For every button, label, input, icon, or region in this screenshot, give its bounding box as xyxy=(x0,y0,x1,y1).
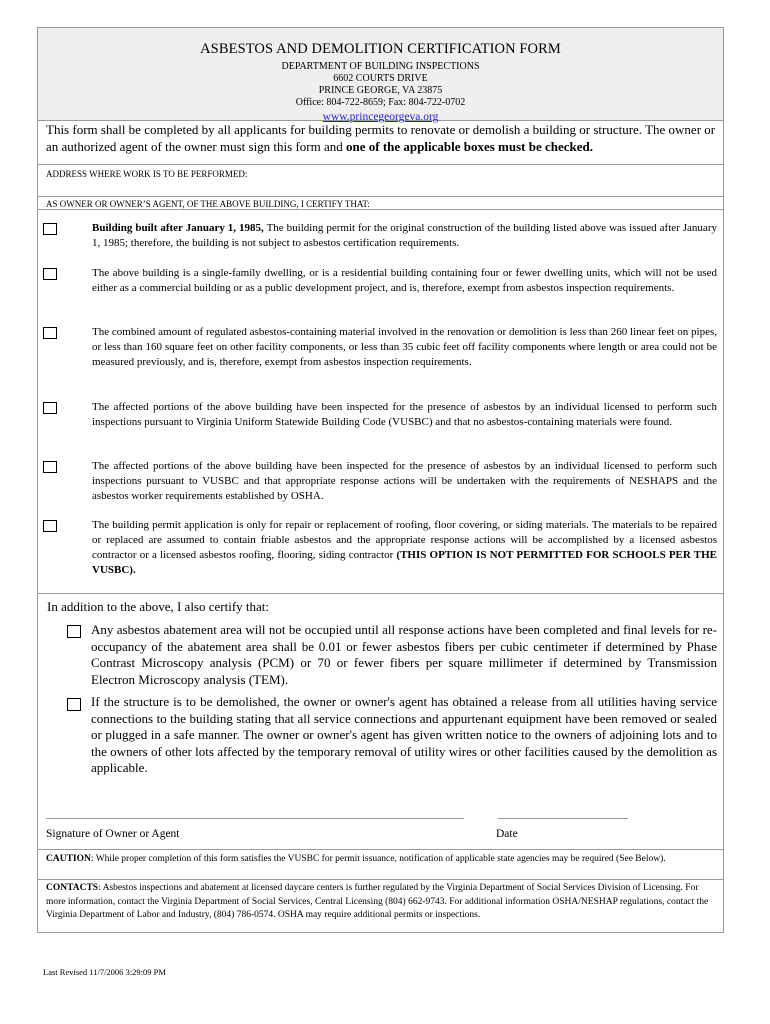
caution-label: CAUTION xyxy=(46,854,91,864)
option-3-text xyxy=(92,325,717,370)
certify-label: AS OWNER OR OWNER’S AGENT, OF THE ABOVE BUILDING, I CERTIFY THAT: xyxy=(46,199,370,209)
option-5-checkbox[interactable] xyxy=(43,461,57,473)
intro-text: This form shall be completed by all applicants for building permits to renovate or demolish a building or structure. The owner or an authorized agent of the owner must sign this form and xyxy=(46,122,716,154)
intro-bold: one of the applicable boxes must be checked. xyxy=(346,139,594,154)
option-1-lead: Building built after January 1, 1985, xyxy=(92,222,264,234)
intro-paragraph xyxy=(46,121,717,155)
website-link[interactable]: www.princegeorgeva.org xyxy=(322,111,439,123)
contacts-label: CONTACTS xyxy=(46,883,99,893)
option-4-text xyxy=(92,400,717,430)
date-line[interactable] xyxy=(498,818,628,819)
option-6-text xyxy=(92,518,717,578)
option-2-checkbox[interactable] xyxy=(43,268,57,280)
additional-2-text: If the structure is to be demolished, the owner or owner's agent has obtained a release from all utilities having service connections to the building stating that all service connections and appurtenant equipment have been removed or sealed or plugged in a safe manner. The owner or owner's agent has given written notice to the owners of adjoining lots and to the owners of other lots affected by the temporary removal of utility wires or other facilities caused by the demolition as applicable. xyxy=(91,694,717,775)
address-label: ADDRESS WHERE WORK IS TO BE PERFORMED: xyxy=(46,169,248,179)
option-5-text xyxy=(92,459,717,504)
option-1-checkbox[interactable] xyxy=(43,223,57,235)
option-4-checkbox[interactable] xyxy=(43,402,57,414)
contacts-notice xyxy=(38,879,723,923)
form-header xyxy=(38,28,723,121)
additional-2-checkbox[interactable] xyxy=(67,698,81,711)
option-2-body: The above building is a single-family dwelling, or is a residential building containing four or fewer dwelling units, which will not be used either as a commercial building or as a public development project, and is, therefore, exempt from asbestos inspection requirements. xyxy=(92,267,717,294)
option-3-body: The combined amount of regulated asbestos-containing material involved in the renovation or demolition is less than 260 linear feet on pipes, or less than 160 square feet on other facility components, or less than 35 cubic feet off facility components where length or area could not be measured previously, and is, therefore, exempt from asbestos inspection requirements. xyxy=(92,326,717,368)
city-state-zip: PRINCE GEORGE, VA 23875 xyxy=(318,85,443,96)
section-divider xyxy=(38,593,723,594)
also-certify-label: In addition to the above, I also certify that: xyxy=(47,599,270,614)
department-name: DEPARTMENT OF BUILDING INSPECTIONS xyxy=(281,61,480,72)
option-5-body: The affected portions of the above building have been inspected for the presence of asbestos by an individual licensed to perform such inspections pursuant to VUSBC and that appropriate response actions will be undertaken with the requirements of NESHAPS and the asbestos worker requirements established by OSHA. xyxy=(92,460,717,502)
additional-1-text: Any asbestos abatement area will not be occupied until all response actions have been completed and final levels for re-occupancy of the abatement area shall be 0.01 or fewer asbestos fibers per cubic centimeter if determined by Phase Contrast Microscopy analysis (PCM) or 70 or fewer fibers per square millimeter if determined by Transmission Electron Microscopy analysis (TEM). xyxy=(91,622,717,687)
signature-label: Signature of Owner or Agent xyxy=(46,828,180,840)
phone-fax: Office: 804-722-8659; Fax: 804-722-0702 xyxy=(295,97,466,108)
date-label: Date xyxy=(496,828,518,840)
option-6-checkbox[interactable] xyxy=(43,520,57,532)
caution-notice xyxy=(38,849,723,876)
revision-footer: Last Revised 11/7/2006 3:29:09 PM xyxy=(43,967,166,977)
certification-form xyxy=(37,27,724,933)
address-field[interactable] xyxy=(38,164,723,197)
option-6-tail: (THIS OPTION IS NOT PERMITTED FOR SCHOOLS PER THE VUSBC). xyxy=(92,549,717,576)
option-6-body: The building permit application is only for repair or replacement of roofing, floor covering, or siding materials. The materials to be repaired or replaced are assumed to contain friable asbestos and the appropriate response actions will be accomplished by a licensed asbestos contractor or a licensed asbestos roofing, flooring, siding contractor xyxy=(92,519,717,561)
caution-text: : While proper completion of this form satisfies the VUSBC for permit issuance, notification of applicable state agencies may be required (See Below). xyxy=(90,854,666,864)
option-1-text xyxy=(92,221,717,251)
street-address: 6602 COURTS DRIVE xyxy=(333,73,428,84)
option-3-checkbox[interactable] xyxy=(43,327,57,339)
signature-line[interactable] xyxy=(46,818,464,819)
option-1-body: The building permit for the original construction of the building listed above was issued after January 1, 1985; therefore, the building is not subject to asbestos certification requirements. xyxy=(92,222,717,249)
option-4-body: The affected portions of the above building have been inspected for the presence of asbestos by an individual licensed to perform such inspections pursuant to Virginia Uniform Statewide Building Code (VUSBC) and that no asbestos-containing materials were found. xyxy=(92,401,717,428)
option-2-text xyxy=(92,266,717,296)
contacts-text: : Asbestos inspections and abatement at licensed daycare centers is further regulated by the Virginia Department of Social Services Division of Licensing. For more information, contact the Virginia Department of Social Services, Central Licensing (804) 662-9743. For additional information OSHA/NESHAP regulations, contact the Virginia Department of Labor and Industry, (804) 786-0574. OSHA may require additional permits or inspections. xyxy=(46,883,709,920)
additional-1-checkbox[interactable] xyxy=(67,625,81,638)
form-title: ASBESTOS AND DEMOLITION CERTIFICATION FORM xyxy=(200,41,561,57)
certify-row xyxy=(38,195,723,210)
